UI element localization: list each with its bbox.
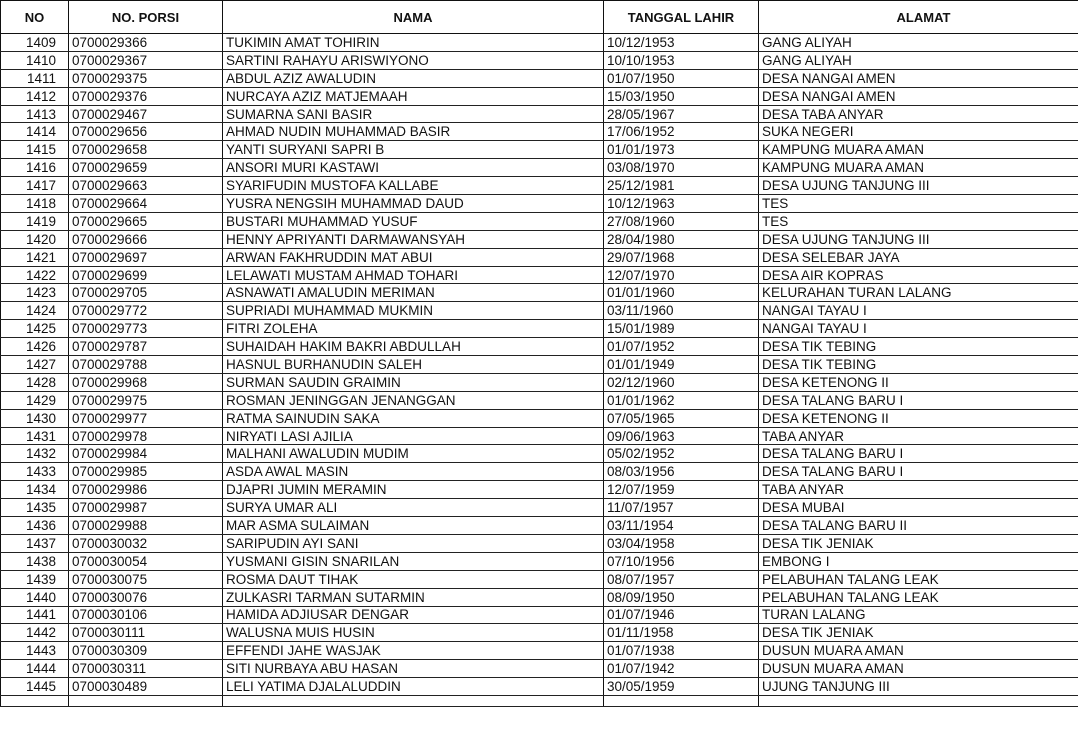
table-row — [1, 159, 1078, 177]
cell-nama: SARTINI RAHAYU ARISWIYONO — [223, 51, 604, 69]
cell-alamat: TABA ANYAR — [759, 427, 1078, 445]
table-row — [1, 517, 1078, 535]
cell-alamat: DESA TIK JENIAK — [759, 534, 1078, 552]
cell-nama: SUMARNA SANI BASIR — [223, 105, 604, 123]
cell-no-porsi: 0700030309 — [69, 642, 223, 660]
table-row — [1, 642, 1078, 660]
cell-no: 1424 — [1, 302, 69, 320]
cell-alamat: GANG ALIYAH — [759, 34, 1078, 52]
cell-no-porsi: 0700029985 — [69, 463, 223, 481]
table-row — [1, 248, 1078, 266]
cell-alamat: TURAN LALANG — [759, 606, 1078, 624]
header-row — [1, 1, 1078, 34]
cell-tanggal-lahir: 29/07/1968 — [604, 248, 759, 266]
table-row — [1, 409, 1078, 427]
cell-nama: FITRI ZOLEHA — [223, 320, 604, 338]
cell-nama: SUHAIDAH HAKIM BAKRI ABDULLAH — [223, 338, 604, 356]
cell-no: 1433 — [1, 463, 69, 481]
cell-alamat: DESA TALANG BARU I — [759, 391, 1078, 409]
cell-no: 1445 — [1, 678, 69, 696]
cell-alamat: NANGAI TAYAU I — [759, 320, 1078, 338]
cell-no-porsi: 0700029376 — [69, 87, 223, 105]
cell-no-porsi: 0700029664 — [69, 195, 223, 213]
cell-nama: NIRYATI LASI AJILIA — [223, 427, 604, 445]
cell-tanggal-lahir: 03/04/1958 — [604, 534, 759, 552]
table-row-cut-off — [1, 695, 1078, 706]
cell-tanggal-lahir: 08/09/1950 — [604, 588, 759, 606]
table-row — [1, 570, 1078, 588]
cell-tanggal-lahir: 28/05/1967 — [604, 105, 759, 123]
cell-no: 1439 — [1, 570, 69, 588]
cell-tanggal-lahir: 01/07/1950 — [604, 69, 759, 87]
cell-nama — [223, 695, 604, 706]
cell-no-porsi: 0700029659 — [69, 159, 223, 177]
cell-no-porsi: 0700030489 — [69, 678, 223, 696]
cell-alamat: DESA TABA ANYAR — [759, 105, 1078, 123]
cell-no-porsi: 0700029987 — [69, 499, 223, 517]
cell-no: 1423 — [1, 284, 69, 302]
cell-no-porsi: 0700029697 — [69, 248, 223, 266]
cell-alamat — [759, 695, 1078, 706]
table-row — [1, 624, 1078, 642]
cell-no-porsi: 0700029375 — [69, 69, 223, 87]
table-row — [1, 51, 1078, 69]
cell-no-porsi: 0700030111 — [69, 624, 223, 642]
table-row — [1, 266, 1078, 284]
cell-no-porsi: 0700029978 — [69, 427, 223, 445]
cell-no: 1411 — [1, 69, 69, 87]
cell-tanggal-lahir: 01/01/1962 — [604, 391, 759, 409]
table-row — [1, 302, 1078, 320]
table-row — [1, 534, 1078, 552]
cell-nama: AHMAD NUDIN MUHAMMAD BASIR — [223, 123, 604, 141]
cell-no-porsi: 0700029984 — [69, 445, 223, 463]
cell-alamat: DESA TALANG BARU II — [759, 517, 1078, 535]
cell-no: 1418 — [1, 195, 69, 213]
table-row — [1, 69, 1078, 87]
cell-nama: SITI NURBAYA ABU HASAN — [223, 660, 604, 678]
table-row — [1, 391, 1078, 409]
table-row — [1, 284, 1078, 302]
cell-alamat: DESA NANGAI AMEN — [759, 87, 1078, 105]
cell-no: 1420 — [1, 230, 69, 248]
cell-nama: YANTI SURYANI SAPRI B — [223, 141, 604, 159]
cell-tanggal-lahir: 01/07/1942 — [604, 660, 759, 678]
cell-no: 1417 — [1, 177, 69, 195]
cell-tanggal-lahir: 01/07/1938 — [604, 642, 759, 660]
table-row — [1, 87, 1078, 105]
cell-alamat: NANGAI TAYAU I — [759, 302, 1078, 320]
cell-no-porsi: 0700029988 — [69, 517, 223, 535]
cell-nama: LELAWATI MUSTAM AHMAD TOHARI — [223, 266, 604, 284]
cell-alamat: DESA TALANG BARU I — [759, 445, 1078, 463]
cell-no-porsi: 0700030106 — [69, 606, 223, 624]
cell-no: 1409 — [1, 34, 69, 52]
cell-no: 1436 — [1, 517, 69, 535]
cell-nama: ASDA AWAL MASIN — [223, 463, 604, 481]
cell-no: 1412 — [1, 87, 69, 105]
cell-no: 1444 — [1, 660, 69, 678]
cell-tanggal-lahir: 01/07/1946 — [604, 606, 759, 624]
cell-no: 1427 — [1, 356, 69, 374]
cell-nama: DJAPRI JUMIN MERAMIN — [223, 481, 604, 499]
cell-no-porsi: 0700030076 — [69, 588, 223, 606]
header-alamat: ALAMAT — [759, 1, 1078, 34]
table-row — [1, 660, 1078, 678]
cell-tanggal-lahir: 03/08/1970 — [604, 159, 759, 177]
cell-alamat: DESA KETENONG II — [759, 409, 1078, 427]
cell-no: 1415 — [1, 141, 69, 159]
cell-tanggal-lahir: 01/01/1949 — [604, 356, 759, 374]
cell-nama: ZULKASRI TARMAN SUTARMIN — [223, 588, 604, 606]
table-row — [1, 123, 1078, 141]
cell-alamat: TES — [759, 195, 1078, 213]
cell-no-porsi: 0700029665 — [69, 212, 223, 230]
cell-no-porsi: 0700029975 — [69, 391, 223, 409]
cell-alamat: DESA TIK JENIAK — [759, 624, 1078, 642]
cell-no-porsi: 0700029663 — [69, 177, 223, 195]
cell-no-porsi: 0700030054 — [69, 552, 223, 570]
table-row — [1, 499, 1078, 517]
cell-no: 1430 — [1, 409, 69, 427]
cell-no: 1432 — [1, 445, 69, 463]
cell-nama: ANSORI MURI KASTAWI — [223, 159, 604, 177]
cell-tanggal-lahir: 08/03/1956 — [604, 463, 759, 481]
cell-nama: ABDUL AZIZ AWALUDIN — [223, 69, 604, 87]
cell-no: 1425 — [1, 320, 69, 338]
table-row — [1, 463, 1078, 481]
table-row — [1, 356, 1078, 374]
header-tanggal-lahir: TANGGAL LAHIR — [604, 1, 759, 34]
cell-no: 1416 — [1, 159, 69, 177]
cell-alamat: DUSUN MUARA AMAN — [759, 642, 1078, 660]
cell-alamat: DESA KETENONG II — [759, 373, 1078, 391]
cell-alamat: DESA TIK TEBING — [759, 338, 1078, 356]
cell-no: 1431 — [1, 427, 69, 445]
cell-nama: NURCAYA AZIZ MATJEMAAH — [223, 87, 604, 105]
cell-no: 1410 — [1, 51, 69, 69]
cell-nama: SARIPUDIN AYI SANI — [223, 534, 604, 552]
table-body — [1, 34, 1078, 707]
cell-alamat: DESA UJUNG TANJUNG III — [759, 230, 1078, 248]
cell-alamat: DESA TIK TEBING — [759, 356, 1078, 374]
cell-no-porsi: 0700029666 — [69, 230, 223, 248]
cell-no: 1413 — [1, 105, 69, 123]
cell-no: 1437 — [1, 534, 69, 552]
cell-no-porsi: 0700029773 — [69, 320, 223, 338]
cell-no: 1443 — [1, 642, 69, 660]
table-header — [1, 1, 1078, 34]
cell-no-porsi: 0700029705 — [69, 284, 223, 302]
cell-nama: TUKIMIN AMAT TOHIRIN — [223, 34, 604, 52]
table-row — [1, 445, 1078, 463]
cell-tanggal-lahir — [604, 695, 759, 706]
cell-tanggal-lahir: 17/06/1952 — [604, 123, 759, 141]
cell-no-porsi: 0700030075 — [69, 570, 223, 588]
table-row — [1, 177, 1078, 195]
cell-tanggal-lahir: 15/03/1950 — [604, 87, 759, 105]
cell-tanggal-lahir: 15/01/1989 — [604, 320, 759, 338]
cell-tanggal-lahir: 12/07/1959 — [604, 481, 759, 499]
cell-alamat: TABA ANYAR — [759, 481, 1078, 499]
cell-nama: HENNY APRIYANTI DARMAWANSYAH — [223, 230, 604, 248]
cell-tanggal-lahir: 03/11/1960 — [604, 302, 759, 320]
cell-alamat: GANG ALIYAH — [759, 51, 1078, 69]
cell-no: 1440 — [1, 588, 69, 606]
cell-alamat: DUSUN MUARA AMAN — [759, 660, 1078, 678]
cell-alamat: DESA UJUNG TANJUNG III — [759, 177, 1078, 195]
cell-no — [1, 695, 69, 706]
cell-no-porsi: 0700029788 — [69, 356, 223, 374]
cell-no: 1426 — [1, 338, 69, 356]
cell-tanggal-lahir: 01/01/1973 — [604, 141, 759, 159]
cell-alamat: DESA SELEBAR JAYA — [759, 248, 1078, 266]
table-row — [1, 481, 1078, 499]
cell-no: 1434 — [1, 481, 69, 499]
table-row — [1, 427, 1078, 445]
table-row — [1, 606, 1078, 624]
cell-no: 1421 — [1, 248, 69, 266]
cell-tanggal-lahir: 10/12/1963 — [604, 195, 759, 213]
table-row — [1, 212, 1078, 230]
cell-no: 1414 — [1, 123, 69, 141]
cell-nama: YUSMANI GISIN SNARILAN — [223, 552, 604, 570]
cell-no-porsi: 0700029658 — [69, 141, 223, 159]
cell-tanggal-lahir: 09/06/1963 — [604, 427, 759, 445]
cell-nama: HAMIDA ADJIUSAR DENGAR — [223, 606, 604, 624]
header-no: NO — [1, 1, 69, 34]
cell-no-porsi: 0700030311 — [69, 660, 223, 678]
table-row — [1, 373, 1078, 391]
cell-no-porsi: 0700029787 — [69, 338, 223, 356]
cell-no-porsi: 0700029772 — [69, 302, 223, 320]
cell-no-porsi: 0700029986 — [69, 481, 223, 499]
cell-nama: SYARIFUDIN MUSTOFA KALLABE — [223, 177, 604, 195]
cell-alamat: KAMPUNG MUARA AMAN — [759, 141, 1078, 159]
cell-no: 1419 — [1, 212, 69, 230]
table-row — [1, 141, 1078, 159]
cell-tanggal-lahir: 28/04/1980 — [604, 230, 759, 248]
cell-alamat: DESA TALANG BARU I — [759, 463, 1078, 481]
table-row — [1, 105, 1078, 123]
cell-tanggal-lahir: 02/12/1960 — [604, 373, 759, 391]
table-row — [1, 230, 1078, 248]
cell-alamat: DESA NANGAI AMEN — [759, 69, 1078, 87]
cell-tanggal-lahir: 30/05/1959 — [604, 678, 759, 696]
cell-tanggal-lahir: 07/10/1956 — [604, 552, 759, 570]
table-row — [1, 34, 1078, 52]
cell-no: 1442 — [1, 624, 69, 642]
cell-nama: LELI YATIMA DJALALUDDIN — [223, 678, 604, 696]
cell-no: 1429 — [1, 391, 69, 409]
cell-nama: WALUSNA MUIS HUSIN — [223, 624, 604, 642]
cell-tanggal-lahir: 27/08/1960 — [604, 212, 759, 230]
table-row — [1, 678, 1078, 696]
cell-nama: ROSMA DAUT TIHAK — [223, 570, 604, 588]
header-nama: NAMA — [223, 1, 604, 34]
cell-no: 1438 — [1, 552, 69, 570]
cell-nama: EFFENDI JAHE WASJAK — [223, 642, 604, 660]
cell-tanggal-lahir: 25/12/1981 — [604, 177, 759, 195]
cell-alamat: KELURAHAN TURAN LALANG — [759, 284, 1078, 302]
cell-tanggal-lahir: 01/07/1952 — [604, 338, 759, 356]
cell-alamat: KAMPUNG MUARA AMAN — [759, 159, 1078, 177]
cell-no: 1441 — [1, 606, 69, 624]
cell-nama: ASNAWATI AMALUDIN MERIMAN — [223, 284, 604, 302]
table-row — [1, 338, 1078, 356]
cell-nama: SURMAN SAUDIN GRAIMIN — [223, 373, 604, 391]
table-row — [1, 320, 1078, 338]
cell-no-porsi: 0700030032 — [69, 534, 223, 552]
cell-no-porsi: 0700029467 — [69, 105, 223, 123]
cell-nama: SUPRIADI MUHAMMAD MUKMIN — [223, 302, 604, 320]
cell-nama: HASNUL BURHANUDIN SALEH — [223, 356, 604, 374]
cell-tanggal-lahir: 01/01/1960 — [604, 284, 759, 302]
cell-no-porsi: 0700029366 — [69, 34, 223, 52]
cell-tanggal-lahir: 07/05/1965 — [604, 409, 759, 427]
cell-no-porsi: 0700029656 — [69, 123, 223, 141]
cell-nama: RATMA SAINUDIN SAKA — [223, 409, 604, 427]
cell-nama: ROSMAN JENINGGAN JENANGGAN — [223, 391, 604, 409]
cell-alamat: PELABUHAN TALANG LEAK — [759, 588, 1078, 606]
cell-tanggal-lahir: 10/12/1953 — [604, 34, 759, 52]
cell-tanggal-lahir: 08/07/1957 — [604, 570, 759, 588]
cell-alamat: DESA MUBAI — [759, 499, 1078, 517]
cell-tanggal-lahir: 12/07/1970 — [604, 266, 759, 284]
cell-no: 1435 — [1, 499, 69, 517]
cell-nama: ARWAN FAKHRUDDIN MAT ABUI — [223, 248, 604, 266]
table-row — [1, 552, 1078, 570]
cell-alamat: UJUNG TANJUNG III — [759, 678, 1078, 696]
cell-no-porsi: 0700029367 — [69, 51, 223, 69]
cell-nama: SURYA UMAR ALI — [223, 499, 604, 517]
cell-alamat: TES — [759, 212, 1078, 230]
cell-no: 1422 — [1, 266, 69, 284]
cell-no-porsi — [69, 695, 223, 706]
cell-no-porsi: 0700029699 — [69, 266, 223, 284]
cell-tanggal-lahir: 03/11/1954 — [604, 517, 759, 535]
cell-alamat: EMBONG I — [759, 552, 1078, 570]
cell-nama: BUSTARI MUHAMMAD YUSUF — [223, 212, 604, 230]
table-row — [1, 195, 1078, 213]
cell-tanggal-lahir: 11/07/1957 — [604, 499, 759, 517]
cell-tanggal-lahir: 10/10/1953 — [604, 51, 759, 69]
cell-no: 1428 — [1, 373, 69, 391]
cell-nama: MALHANI AWALUDIN MUDIM — [223, 445, 604, 463]
cell-tanggal-lahir: 01/11/1958 — [604, 624, 759, 642]
cell-nama: MAR ASMA SULAIMAN — [223, 517, 604, 535]
cell-alamat: SUKA NEGERI — [759, 123, 1078, 141]
cell-tanggal-lahir: 05/02/1952 — [604, 445, 759, 463]
cell-nama: YUSRA NENGSIH MUHAMMAD DAUD — [223, 195, 604, 213]
cell-alamat: PELABUHAN TALANG LEAK — [759, 570, 1078, 588]
cell-alamat: DESA AIR KOPRAS — [759, 266, 1078, 284]
cell-no-porsi: 0700029968 — [69, 373, 223, 391]
table-row — [1, 588, 1078, 606]
cell-no-porsi: 0700029977 — [69, 409, 223, 427]
header-no-porsi: NO. PORSI — [69, 1, 223, 34]
